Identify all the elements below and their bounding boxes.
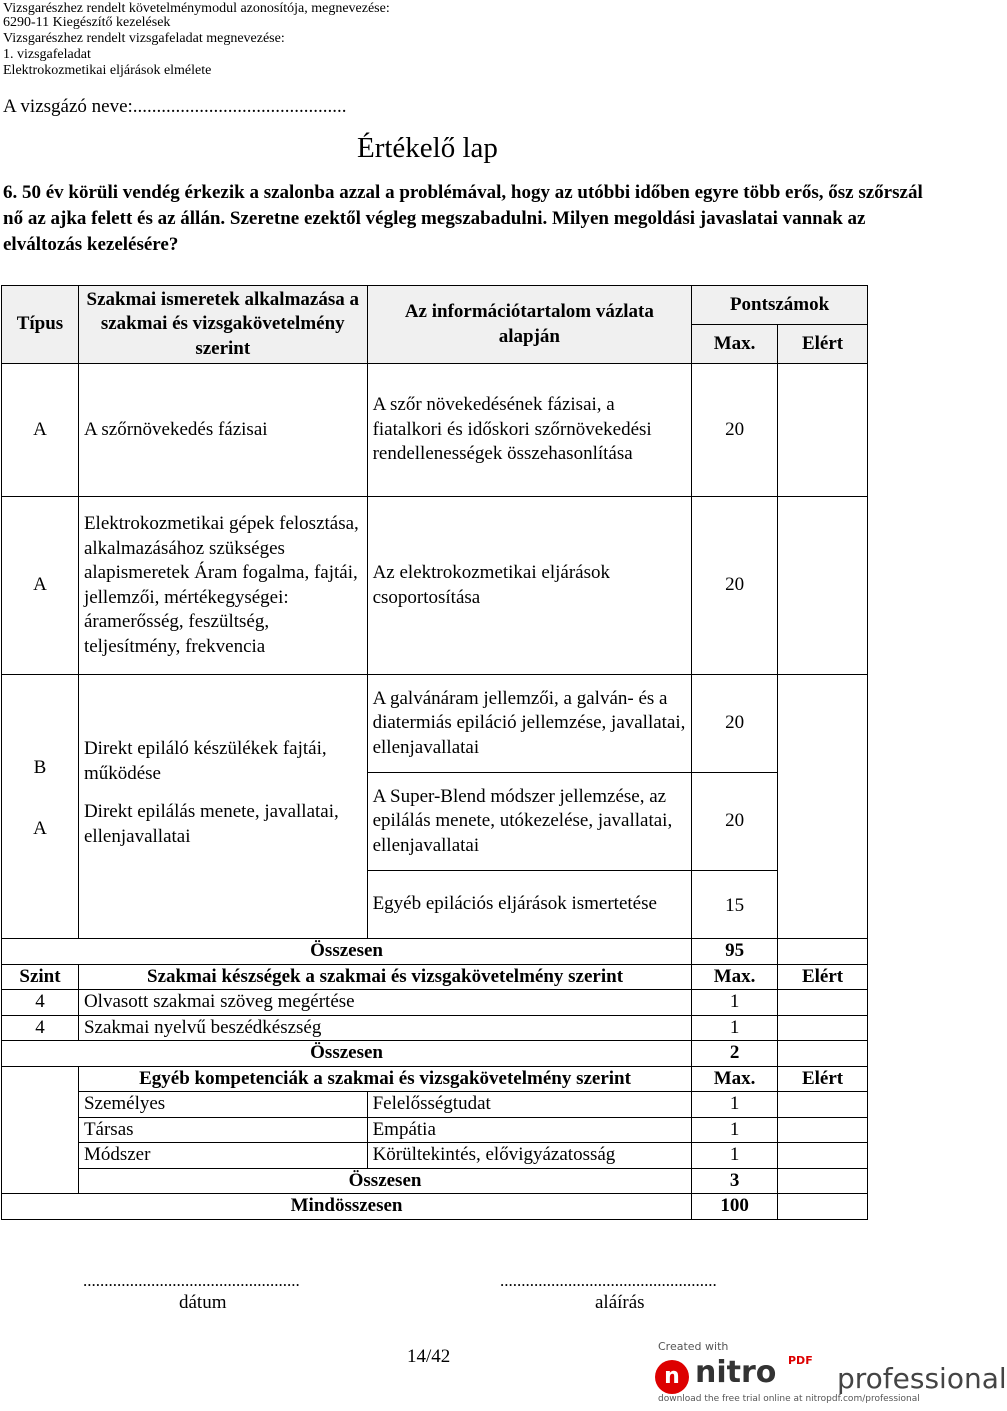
subtotal-3-elert: [778, 1168, 868, 1194]
header-informacio: Az információtartalom vázlata alapján: [367, 286, 692, 364]
row1-info: A szőr növekedésének fázisai, a fiatalkori és időskori szőrnövekedési rendellenességek összehasonlítása: [367, 364, 692, 497]
row3-elert: [778, 675, 868, 939]
skill-1-elert: [778, 990, 868, 1016]
row2-max: 20: [692, 497, 778, 675]
header-tipus: Típus: [2, 286, 79, 364]
subtotal-2-label: Összesen: [2, 1041, 692, 1067]
skill-1-max: 1: [692, 990, 778, 1016]
header-line-1: Vizsgarészhez rendelt követelménymodul azonosítója, megnevezése:: [3, 1, 390, 16]
subtotal-2-elert: [778, 1041, 868, 1067]
comp-2-max: 1: [692, 1117, 778, 1143]
comp-2-name: Empátia: [367, 1117, 692, 1143]
comp-2-elert: [778, 1117, 868, 1143]
table-row: [2, 1015, 868, 1041]
skills-max: Max.: [692, 964, 778, 990]
page-title: Értékelő lap: [357, 132, 498, 164]
comp-1-name: Felelősségtudat: [367, 1092, 692, 1118]
comp-2-type: Társas: [78, 1117, 367, 1143]
row3-tipus-a: A: [33, 818, 47, 839]
row1-elert: [778, 364, 868, 497]
skills-szint: Szint: [2, 964, 79, 990]
grand-total-row: [2, 1194, 868, 1220]
date-dots: ...................................................: [83, 1271, 300, 1290]
header-line-4: 1. vizsgafeladat: [3, 47, 91, 62]
evaluation-table: [1, 285, 868, 1220]
competency-elert: Elért: [778, 1066, 868, 1092]
table-row: [2, 1092, 868, 1118]
row2-szakmai: Elektrokozmetikai gépek felosztása, alkalmazásához szükséges alapismeretek Áram fogalma, fajtái, jellemzői, mértékegységei: áramerősség, feszültség, teljesítmény, frekvencia: [78, 497, 367, 675]
row3-max-3: 15: [692, 871, 778, 939]
row2-elert: [778, 497, 868, 675]
watermark-sub: professional: [837, 1362, 1007, 1395]
row2-info: Az elektrokozmetikai eljárások csoportosítása: [367, 497, 692, 675]
watermark-created: Created with: [658, 1340, 729, 1353]
comp-3-type: Módszer: [78, 1143, 367, 1169]
skill-2-szint: 4: [2, 1015, 79, 1041]
skills-elert: Elért: [778, 964, 868, 990]
row1-max: 20: [692, 364, 778, 497]
comp-1-max: 1: [692, 1092, 778, 1118]
row3-szakmai-2: Direkt epilálás menete, javallatai, ellenjavallatai: [83, 801, 339, 847]
grand-total-value: 100: [692, 1194, 778, 1220]
subtotal-1-label: Összesen: [2, 939, 692, 965]
grand-total-label: Mindösszesen: [2, 1194, 692, 1220]
competency-header-row: [2, 1066, 868, 1092]
header-szakmai: Szakmai ismeretek alkalmazása a szakmai és vizsgakövetelmény szerint: [78, 286, 367, 364]
grand-total-elert: [778, 1194, 868, 1220]
table-row: [2, 1143, 868, 1169]
subtotal-row: [2, 1041, 868, 1067]
competency-max: Max.: [692, 1066, 778, 1092]
table-row: [2, 364, 868, 497]
examinee-name-line: A vizsgázó neve:.............................................: [3, 96, 347, 117]
header-max: Max.: [692, 325, 778, 364]
row3-szakmai: [78, 675, 367, 939]
watermark-brand: nitro: [695, 1355, 777, 1390]
comp-3-name: Körültekintés, elővigyázatosság: [367, 1143, 692, 1169]
row3-tipus-b: B: [33, 757, 47, 778]
table-row: [2, 1117, 868, 1143]
row3-info-3: Egyéb epilációs eljárások ismertetése: [367, 871, 692, 939]
comp-1-type: Személyes: [78, 1092, 367, 1118]
watermark-pdf: PDF: [788, 1354, 813, 1367]
competency-title: Egyéb kompetenciák a szakmai és vizsgakövetelmény szerint: [78, 1066, 691, 1092]
header-pontszamok: Pontszámok: [692, 286, 868, 325]
page-number: 14/42: [407, 1346, 451, 1367]
row1-szakmai: A szőrnövekedés fázisai: [78, 364, 367, 497]
subtotal-3-value: 3: [692, 1168, 778, 1194]
nitro-logo-icon: n: [655, 1360, 689, 1394]
table-row: [2, 990, 868, 1016]
row2-tipus: A: [2, 497, 79, 675]
subtotal-row: [2, 939, 868, 965]
date-label: dátum: [179, 1292, 227, 1313]
skills-title: Szakmai készségek a szakmai és vizsgakövetelmény szerint: [78, 964, 691, 990]
header-line-3: Vizsgarészhez rendelt vizsgafeladat megnevezése:: [3, 31, 285, 46]
table-row: [2, 497, 868, 675]
table-header-row: [2, 286, 868, 325]
subtotal-row: [2, 1168, 868, 1194]
row3-szakmai-1: Direkt epiláló készülékek fajtái, működése: [83, 738, 327, 784]
skill-1-label: Olvasott szakmai szöveg megértése: [78, 990, 691, 1016]
signature-dots: ...................................................: [500, 1271, 717, 1290]
comp-3-max: 1: [692, 1143, 778, 1169]
row3-info-1: A galvánáram jellemzői, a galván- és a diatermiás epiláció jellemzése, javallatai, ellenjavallatai: [367, 675, 692, 773]
subtotal-1-elert: [778, 939, 868, 965]
skills-header-row: [2, 964, 868, 990]
skill-2-max: 1: [692, 1015, 778, 1041]
table-row: [2, 675, 868, 773]
skill-2-label: Szakmai nyelvű beszédkészség: [78, 1015, 691, 1041]
header-elert: Elért: [778, 325, 868, 364]
competency-blank: [2, 1066, 79, 1194]
skill-1-szint: 4: [2, 990, 79, 1016]
row3-max-2: 20: [692, 773, 778, 871]
nitro-watermark: [655, 1340, 1007, 1406]
comp-3-elert: [778, 1143, 868, 1169]
row3-info-2: A Super-Blend módszer jellemzése, az epilálás menete, utókezelése, javallatai, ellenjavallatai: [367, 773, 692, 871]
comp-1-elert: [778, 1092, 868, 1118]
question-text: 6. 50 év körüli vendég érkezik a szalonba azzal a problémával, hogy az utóbbi időben egyre több erős, ősz szőrszál nő az ajka felett és az állán. Szeretne ezektől végleg megszabadulni. Milyen megoldási javaslatai vannak az elváltozás kezelésére?: [3, 182, 923, 255]
subtotal-3-label: Összesen: [78, 1168, 691, 1194]
row3-tipus: [2, 675, 79, 939]
watermark-download: download the free trial online at nitropdf.com/professional: [658, 1394, 920, 1404]
header-line-2: 6290-11 Kiegészítő kezelések: [3, 15, 171, 30]
header-line-5: Elektrokozmetikai eljárások elmélete: [3, 63, 212, 78]
skill-2-elert: [778, 1015, 868, 1041]
row1-tipus: A: [2, 364, 79, 497]
subtotal-2-value: 2: [692, 1041, 778, 1067]
signature-label: aláírás: [595, 1292, 645, 1313]
subtotal-1-value: 95: [692, 939, 778, 965]
row3-max-1: 20: [692, 675, 778, 773]
